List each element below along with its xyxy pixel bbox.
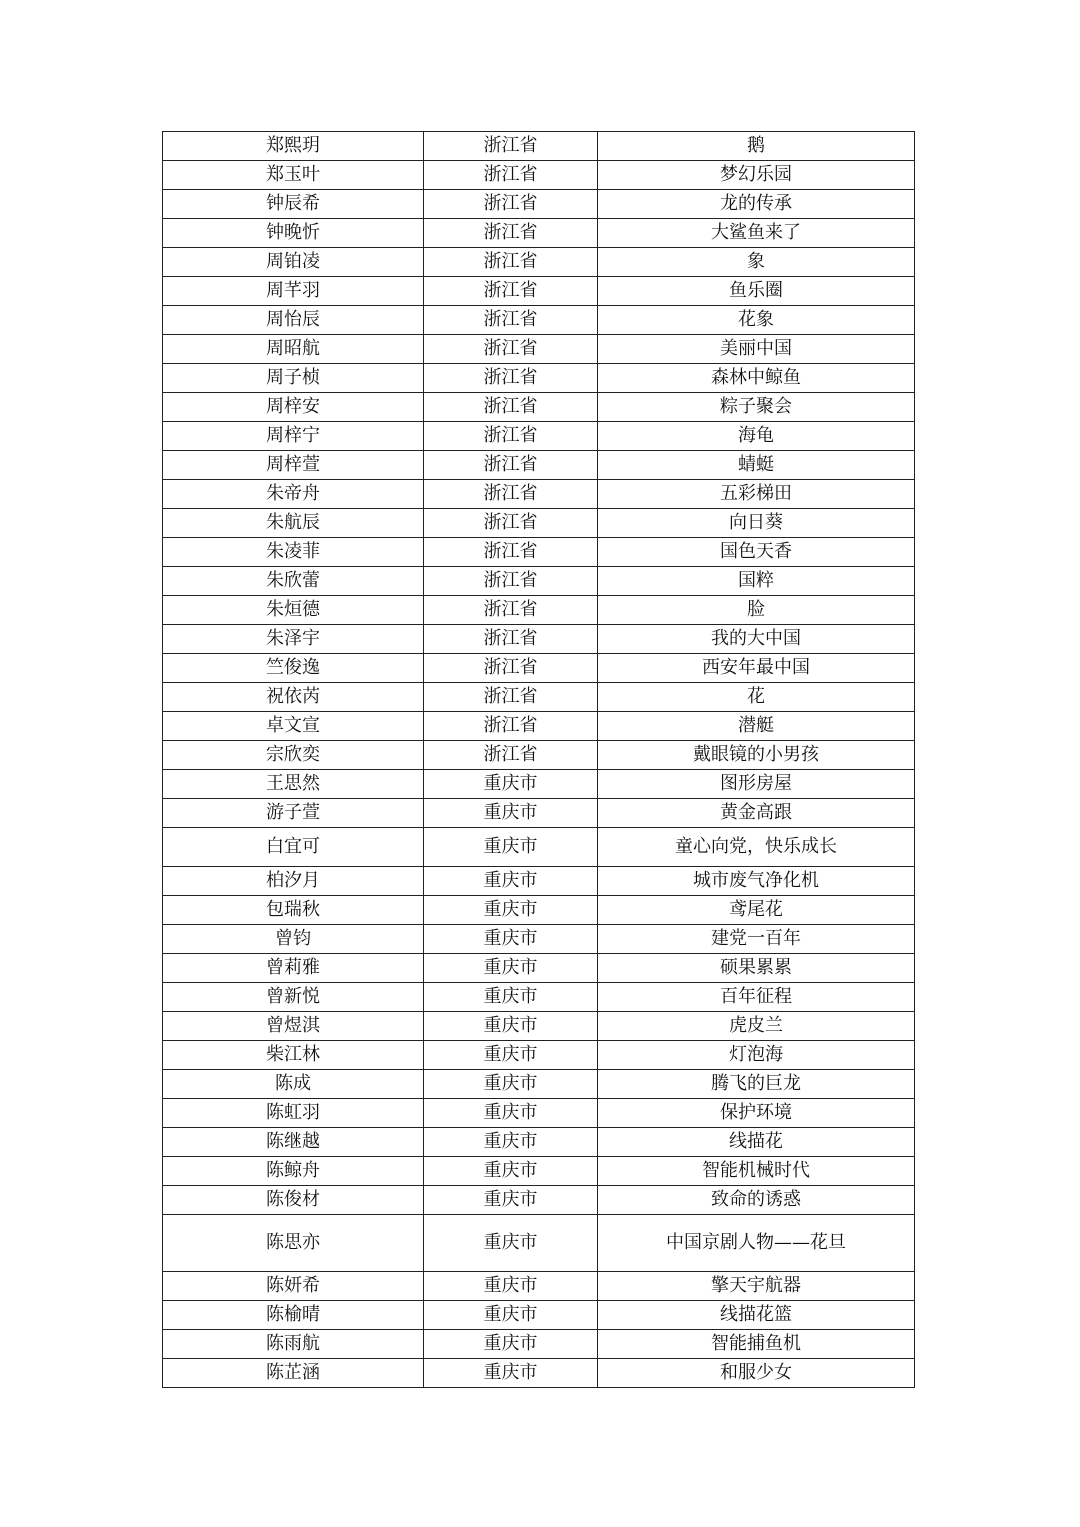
table-row: [163, 799, 915, 828]
cell-name: 周子桢: [163, 364, 424, 393]
table-row: [163, 1012, 915, 1041]
table-row: [163, 1157, 915, 1186]
cell-name: 周昭航: [163, 335, 424, 364]
cell-name: 陈思亦: [163, 1215, 424, 1272]
cell-name: 陈芷涵: [163, 1359, 424, 1388]
cell-title: 大鲨鱼来了: [598, 219, 915, 248]
cell-name: 周铂凌: [163, 248, 424, 277]
table-row: [163, 1128, 915, 1157]
cell-region: 重庆市: [424, 1186, 598, 1215]
cell-region: 浙江省: [424, 161, 598, 190]
cell-name: 陈虹羽: [163, 1099, 424, 1128]
cell-title: 森林中鲸鱼: [598, 364, 915, 393]
cell-name: 曾钧: [163, 925, 424, 954]
cell-title: 蜻蜓: [598, 451, 915, 480]
cell-title: 灯泡海: [598, 1041, 915, 1070]
cell-name: 朱泽宇: [163, 625, 424, 654]
cell-region: 浙江省: [424, 480, 598, 509]
cell-region: 浙江省: [424, 364, 598, 393]
table-row: [163, 896, 915, 925]
table-row: [163, 364, 915, 393]
cell-title: 潜艇: [598, 712, 915, 741]
table-row: [163, 219, 915, 248]
cell-name: 曾煜淇: [163, 1012, 424, 1041]
cell-title: 百年征程: [598, 983, 915, 1012]
table-row: [163, 712, 915, 741]
cell-title: 黄金高跟: [598, 799, 915, 828]
cell-title: 腾飞的巨龙: [598, 1070, 915, 1099]
cell-region: 重庆市: [424, 828, 598, 867]
table-row: [163, 248, 915, 277]
cell-region: 浙江省: [424, 625, 598, 654]
cell-region: 重庆市: [424, 896, 598, 925]
cell-name: 陈妍希: [163, 1272, 424, 1301]
cell-region: 浙江省: [424, 248, 598, 277]
cell-region: 浙江省: [424, 712, 598, 741]
cell-name: 包瑞秋: [163, 896, 424, 925]
table-row: [163, 451, 915, 480]
table-row: [163, 625, 915, 654]
cell-name: 朱烜德: [163, 596, 424, 625]
cell-title: 国色天香: [598, 538, 915, 567]
cell-title: 向日葵: [598, 509, 915, 538]
cell-region: 浙江省: [424, 451, 598, 480]
cell-title: 国粹: [598, 567, 915, 596]
table-row: [163, 393, 915, 422]
table-row: [163, 538, 915, 567]
cell-region: 浙江省: [424, 683, 598, 712]
table-row: [163, 1099, 915, 1128]
cell-name: 朱航辰: [163, 509, 424, 538]
cell-title: 梦幻乐园: [598, 161, 915, 190]
cell-name: 祝依芮: [163, 683, 424, 712]
cell-region: 浙江省: [424, 422, 598, 451]
cell-name: 周芊羽: [163, 277, 424, 306]
cell-title: 海龟: [598, 422, 915, 451]
cell-region: 浙江省: [424, 219, 598, 248]
table-row: [163, 596, 915, 625]
cell-region: 浙江省: [424, 538, 598, 567]
entries-table: [162, 131, 915, 1388]
cell-region: 浙江省: [424, 190, 598, 219]
cell-name: 周怡辰: [163, 306, 424, 335]
cell-title: 硕果累累: [598, 954, 915, 983]
cell-title: 城市废气净化机: [598, 867, 915, 896]
cell-title: 我的大中国: [598, 625, 915, 654]
cell-name: 周梓萱: [163, 451, 424, 480]
cell-title: 象: [598, 248, 915, 277]
table-row: [163, 277, 915, 306]
cell-title: 脸: [598, 596, 915, 625]
table-row: [163, 954, 915, 983]
cell-name: 竺俊逸: [163, 654, 424, 683]
cell-region: 浙江省: [424, 741, 598, 770]
cell-title: 鸢尾花: [598, 896, 915, 925]
cell-name: 朱帝舟: [163, 480, 424, 509]
table-row: [163, 161, 915, 190]
table-row: [163, 190, 915, 219]
cell-title: 鱼乐圈: [598, 277, 915, 306]
cell-title: 五彩梯田: [598, 480, 915, 509]
table-row: [163, 132, 915, 161]
cell-name: 朱凌菲: [163, 538, 424, 567]
cell-name: 柴江林: [163, 1041, 424, 1070]
cell-region: 重庆市: [424, 1330, 598, 1359]
cell-name: 钟晚忻: [163, 219, 424, 248]
cell-region: 重庆市: [424, 1012, 598, 1041]
cell-title: 西安年最中国: [598, 654, 915, 683]
cell-name: 陈榆晴: [163, 1301, 424, 1330]
cell-name: 王思然: [163, 770, 424, 799]
cell-title: 擎天宇航器: [598, 1272, 915, 1301]
cell-title: 童心向党，快乐成长: [598, 828, 915, 867]
cell-name: 朱欣蕾: [163, 567, 424, 596]
cell-name: 陈雨航: [163, 1330, 424, 1359]
cell-title: 花: [598, 683, 915, 712]
table-row: [163, 1070, 915, 1099]
cell-name: 卓文宣: [163, 712, 424, 741]
cell-region: 重庆市: [424, 1359, 598, 1388]
cell-title: 智能捕鱼机: [598, 1330, 915, 1359]
table-row: [163, 770, 915, 799]
table-row: [163, 306, 915, 335]
cell-region: 重庆市: [424, 983, 598, 1012]
cell-title: 和服少女: [598, 1359, 915, 1388]
cell-region: 浙江省: [424, 132, 598, 161]
cell-title: 鹅: [598, 132, 915, 161]
cell-region: 重庆市: [424, 954, 598, 983]
table-row: [163, 1359, 915, 1388]
cell-region: 重庆市: [424, 1099, 598, 1128]
table-row: [163, 1215, 915, 1272]
cell-name: 钟辰希: [163, 190, 424, 219]
cell-region: 浙江省: [424, 306, 598, 335]
cell-title: 智能机械时代: [598, 1157, 915, 1186]
cell-name: 曾莉雅: [163, 954, 424, 983]
table-row: [163, 509, 915, 538]
cell-name: 周梓安: [163, 393, 424, 422]
cell-name: 陈鲸舟: [163, 1157, 424, 1186]
cell-region: 浙江省: [424, 596, 598, 625]
table-row: [163, 422, 915, 451]
cell-name: 郑玉叶: [163, 161, 424, 190]
table-row: [163, 480, 915, 509]
table-row: [163, 683, 915, 712]
cell-name: 白宜可: [163, 828, 424, 867]
cell-title: 粽子聚会: [598, 393, 915, 422]
cell-name: 宗欣奕: [163, 741, 424, 770]
cell-title: 建党一百年: [598, 925, 915, 954]
cell-name: 郑熙玥: [163, 132, 424, 161]
table-row: [163, 925, 915, 954]
cell-region: 浙江省: [424, 654, 598, 683]
cell-region: 重庆市: [424, 1215, 598, 1272]
cell-region: 重庆市: [424, 1041, 598, 1070]
cell-name: 柏汐月: [163, 867, 424, 896]
table-row: [163, 741, 915, 770]
cell-region: 重庆市: [424, 1272, 598, 1301]
cell-region: 浙江省: [424, 393, 598, 422]
table-row: [163, 867, 915, 896]
cell-region: 重庆市: [424, 1157, 598, 1186]
cell-title: 线描花篮: [598, 1301, 915, 1330]
table-row: [163, 654, 915, 683]
cell-region: 浙江省: [424, 335, 598, 364]
table-row: [163, 828, 915, 867]
cell-region: 重庆市: [424, 1128, 598, 1157]
cell-name: 游子萱: [163, 799, 424, 828]
cell-region: 重庆市: [424, 799, 598, 828]
cell-region: 重庆市: [424, 770, 598, 799]
table-row: [163, 1301, 915, 1330]
cell-title: 龙的传承: [598, 190, 915, 219]
table-row: [163, 983, 915, 1012]
cell-name: 陈成: [163, 1070, 424, 1099]
table-row: [163, 1186, 915, 1215]
cell-title: 虎皮兰: [598, 1012, 915, 1041]
table-row: [163, 1330, 915, 1359]
cell-region: 重庆市: [424, 1070, 598, 1099]
cell-title: 图形房屋: [598, 770, 915, 799]
cell-name: 曾新悦: [163, 983, 424, 1012]
cell-title: 保护环境: [598, 1099, 915, 1128]
cell-region: 浙江省: [424, 509, 598, 538]
table-row: [163, 567, 915, 596]
table-row: [163, 1041, 915, 1070]
cell-region: 重庆市: [424, 867, 598, 896]
cell-title: 美丽中国: [598, 335, 915, 364]
cell-region: 浙江省: [424, 567, 598, 596]
cell-title: 戴眼镜的小男孩: [598, 741, 915, 770]
entries-table-body: [163, 132, 915, 1388]
cell-title: 致命的诱惑: [598, 1186, 915, 1215]
cell-region: 浙江省: [424, 277, 598, 306]
cell-region: 重庆市: [424, 1301, 598, 1330]
cell-name: 陈俊材: [163, 1186, 424, 1215]
cell-title: 中国京剧人物——花旦: [598, 1215, 915, 1272]
table-row: [163, 1272, 915, 1301]
cell-title: 线描花: [598, 1128, 915, 1157]
table-row: [163, 335, 915, 364]
cell-region: 重庆市: [424, 925, 598, 954]
cell-title: 花象: [598, 306, 915, 335]
cell-name: 周梓宁: [163, 422, 424, 451]
cell-name: 陈继越: [163, 1128, 424, 1157]
